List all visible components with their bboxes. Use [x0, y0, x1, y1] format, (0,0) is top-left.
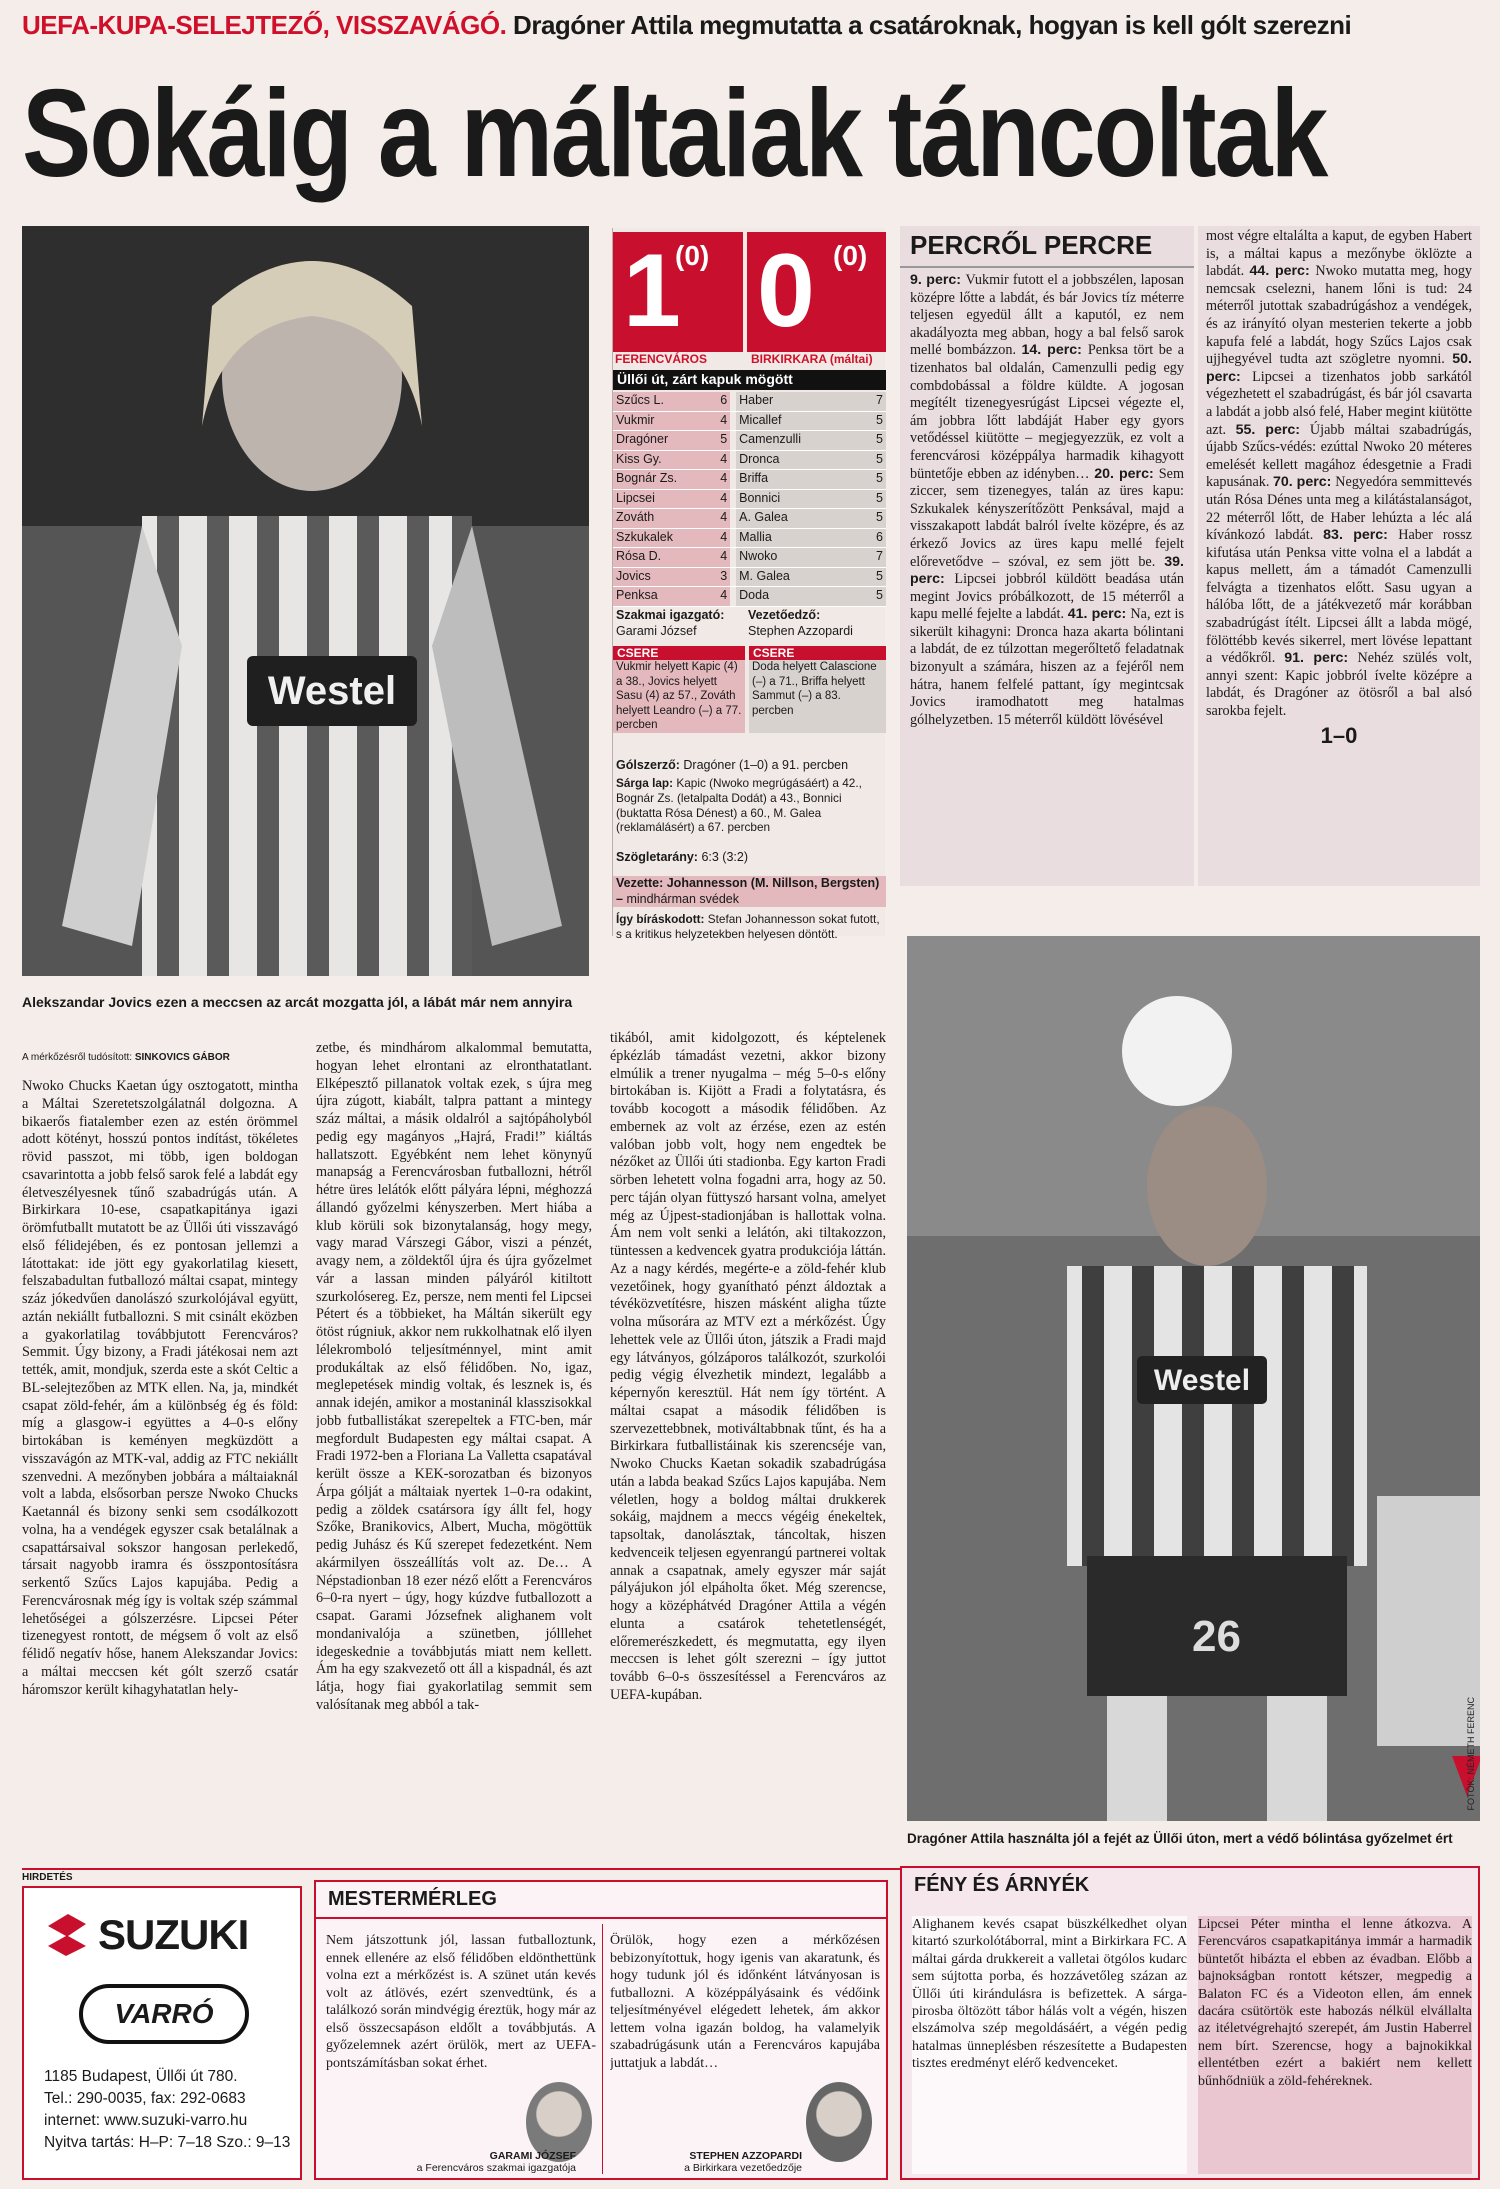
away-player-name: Camenzulli: [736, 431, 855, 450]
away-player-grade: 5: [855, 431, 886, 450]
ad-suzuki-varro[interactable]: [22, 1886, 302, 2180]
byline-name: SINKOVICS GÁBOR: [134, 1052, 230, 1063]
shirt-number: 26: [1192, 1612, 1241, 1661]
home-player-name: Jovics: [613, 568, 704, 587]
away-player-name: Nwoko: [736, 548, 855, 567]
away-subs: Doda helyett Calascione (–) a 71., Briffa helyett Sammut (–) a 83. percben: [752, 661, 877, 717]
home-player-name: Vukmir: [613, 412, 704, 431]
home-score-box: [613, 232, 743, 352]
minute-text: Na, ezt is sikerült kihagyni: Dronca haza akarta bólintani a labdát, de ez túlzottan megerőltető feladatnak bizonyult a számára, hiszen az a fejéről nem hátra, hanem felfelé pattant, így megintcsak Jovics iramodhatott meg hatalmas gólhelyzetben. 15 méterről küldött lövésével: [910, 606, 1184, 728]
away-player-name: Micallef: [736, 412, 855, 431]
azzopardi-quote: Örülök, hogy ezen a mérkőzésen bebizonyítottuk, hogy igenis van akaratunk, és hogy tudunk jól és időnként látványosan is futballozni. A középpályásaink és védőink teljesítményével elégedett lehetek, ám akkor lettem volna igazán boldog, ha valamelyik szabadrúgásunk után a Ferencváros kapujába juttatjuk a labdát…: [610, 1933, 880, 2071]
away-player-name: Bonnici: [736, 490, 855, 509]
lineup-row: [613, 470, 886, 490]
ref-tail: mindhárman svédek: [626, 891, 739, 906]
ref-value: Johannesson (M. Nillson, Bergsten) –: [616, 876, 880, 906]
minute-text: Lipcsei a tizenhatos jobb sarkától végezhetett el szabadrúgást, és bár jól csavarta a labdát a jobb alsó felé, Haber megint kiütötte azt.: [1206, 368, 1472, 438]
minute-text: Penksa tört be a tizenhatos bal oldalán, Camenzulli pedig egy combdobással a földre küldte. A jogosan megítélt tizenegyesrúgást Lipcsei végezte el, ám jobbra lőtt labdáját Haber egy gyors vetődéssel kiütötte – megjegyezzük, ez volt a ferencvárosi középpálya harmadik kihagyott büntetője ebben az idényben…: [910, 342, 1184, 482]
home-player-grade: 4: [704, 509, 730, 528]
minute-label: 39. perc:: [910, 553, 1184, 588]
corners-value: 6:3 (3:2): [701, 850, 749, 864]
corners: [613, 850, 886, 866]
judge-value: Stefan Johannesson sokat futott, s a kritikus helyzetekben helyesen döntött.: [616, 912, 880, 941]
azzopardi-role: a Birkirkara vezetőedzője: [684, 2162, 802, 2174]
photo-caption-dragoner: Dragóner Attila használta jól a fejét az Üllői úton, mert a védő bólintása győzelmet ért: [907, 1831, 1453, 1846]
photo-jovics: [22, 226, 589, 976]
minute-left-entry: [910, 342, 1184, 481]
photo-caption-jovics: Alekszandar Jovics ezen a meccsen az arcát mozgatta jól, a lábát már nem annyira: [22, 994, 573, 1010]
feny-es-arnyek-box: [900, 1866, 1480, 2180]
minute-text: Negyedóra semmittevés után Rósa Dénes unta meg a kilátástalanságot, 22 méterről lőtt, de Haber lehúzta a léc alá kívánkozó labdát.: [1206, 474, 1473, 544]
team-names: [613, 352, 886, 370]
minute-title: PERCRŐL PERCRE: [900, 226, 1194, 268]
home-player-grade: 3: [704, 568, 730, 587]
minute-label: 44. perc:: [1249, 263, 1316, 280]
away-player-name: Dronca: [736, 451, 855, 470]
away-score-box: [747, 232, 886, 352]
yellow-cards: [613, 776, 886, 835]
azzopardi-name: STEPHEN AZZOPARDI: [689, 2150, 802, 2162]
article-column-3: tikából, amit kidolgozott, és képtelenek épkézláb támadást vezetni, akkor bizony elmúlik a trener nyugalma – még 5–0-s előny birtokában is. Kijött a Fradi a folytatásra, és tovább kocogott a második félidőben. Az embernek az volt az érzése, ezen az estén valóban jobb volt, hogy nem engedtek be nézőket az Üllői úti stadionba. Egy karton Fradi sörben lehetett volna fogadni arra, hogy az 50. perc táján olyan füttyszó harsant volna, amelyet még az Újpest-stadionjában is hallottak volna. Ám nem volt senki a lelátón, aki tiltakozzon, tüntessen a kedvencek gyatra produkciója láttán. Az a nagy kérdés, megérte-e a zöld-fehér klub vezetőinek, hogy gyanítható pénzt áldoztak a tévéközvetítésre, hiszen másként aligha tűzte volna műsorára az MTV ezt a mérkőzést. Úgy lehettek vele az Üllői úton, játszik a Fradi majd egy látványos, gólzáporos találkozót, szurkolói pedig végig élvezhetik mindezt, legalább a képernyőn keresztül. Hát nem így történt. A máltai csapat a második félidőben is szervezettebbnek, motiváltabbnak tűnt, és ha a Birkirkara futballistáinak kis szerencséje van, Nwoko Chucks Kaetan sokadik szabadrúgása után a labda beakad Szűcs Lajos kapujába. Nem véletlen, hogy a boldog máltai drukkerek sokáig, majdnem a meccs végéig énekeltek, tapsoltak, danolásztak, táncoltak, hiszen kedvenceik teljesen egyenrangú partnerei voltak annak a csapatnak, amely egyszer már saját pályájukon jól elpáholta őket. Még szerencse, hogy a középhátvéd Dragóner Attila a végén elunta a csatárok tehetetlenségét, előremerészkedett, és megmutatta, egy ilyen meccsen is lehet gólt szerezni – így juttot tovább 6–0-s összesítéssel a Ferencváros az UEFA-kupában.: [610, 1030, 886, 1703]
corners-label: Szögletarány:: [616, 850, 698, 864]
away-coach: Stephen Azzopardi: [748, 623, 853, 638]
minute-text: Sem ziccer, sem tizenegyes, talán az üres kapu: Szkukalek kényszerítőzött Penksával, majd a visszakapott labdát balról ívelte középre, és az érkező Jovics az üres kapu mellé fejelt előrevetődve – szóval, ez sem jött be.: [910, 465, 1184, 570]
minute-by-minute: [900, 226, 1194, 886]
subs-row: [613, 646, 886, 733]
azzopardi-signature: [616, 2150, 802, 2174]
lineup-row: [613, 431, 886, 451]
coaches-row: [613, 608, 886, 639]
goal-scorer: [613, 758, 886, 774]
away-player-grade: 5: [855, 568, 886, 587]
lineup-row: [613, 529, 886, 549]
azzopardi-avatar: [806, 2082, 872, 2162]
player-photo-illustration: [22, 226, 589, 976]
away-player-grade: 5: [855, 412, 886, 431]
suzuki-logo: [44, 1910, 284, 1960]
garami-quote: Nem játszottunk jól, lassan futballoztunk, ennek ellenére az első félidőben eldönthettünk volna ezt a mérkőzést is. A szünet után kevés volt az átlövés, ezért szenvedtünk, és a találkozó során mindvégig éreztük, hogy már az első összecsapáson eldőlt a továbbjutás. A győzelemnek azért örülök, mert az UEFA-pontszámításban sokat érhet.: [326, 1933, 596, 2071]
garami-role: a Ferencváros szakmai igazgatója: [416, 2162, 576, 2174]
away-player-grade: 7: [855, 392, 886, 411]
mestermerleg-box: [314, 1880, 888, 2180]
kicker: [22, 10, 1482, 41]
home-player-name: Zováth: [613, 509, 704, 528]
away-player-name: Briffa: [736, 470, 855, 489]
lineup-row: [613, 392, 886, 412]
yellow-label: Sárga lap:: [616, 776, 674, 790]
headline: Sokáig a máltaiak táncoltak: [22, 64, 1327, 204]
home-player-grade: 4: [704, 412, 730, 431]
varro-logo: VARRÓ: [79, 1984, 249, 2044]
garami-name: GARAMI JÓZSEF: [489, 2150, 576, 2162]
away-halftime: (0): [833, 240, 868, 271]
yellow-value: Kapic (Nwoko megrúgásáért) a 42., Bognár Zs. (letalpalta Dodát) a 43., Bonnici (buktatta Rósa Dénest) a 60., M. Galea (reklamálásért) a 67. percben: [616, 776, 862, 835]
kicker-subtitle: Dragóner Attila megmutatta a csatároknak, hogyan is kell gólt szerezni: [513, 10, 1352, 40]
home-player-name: Lipcsei: [613, 490, 704, 509]
shirt-sponsor-2: Westel: [1153, 1364, 1251, 1397]
venue: Üllői út, zárt kapuk mögött: [613, 370, 886, 390]
away-player-name: Haber: [736, 392, 855, 411]
ad-address: 1185 Budapest, Üllői út 780.: [44, 2068, 238, 2085]
minute-text: Nehéz szülés volt, annyi szent: Kapic jobbról ívelte középre a labdát, és Dragóner az ötösről a bal alsó sarokba fejelt.: [1206, 650, 1472, 720]
goal-value: Dragóner (1–0) a 91. percben: [683, 758, 849, 772]
byline: [22, 1052, 322, 1063]
minute-right-intro: most végre eltalálta a kaput, de egyben Habert is, a máltai kapus a mezőnybe öklözte a labdát.: [1206, 228, 1472, 280]
minute-text: Újabb máltai szabadrúgás, újabb Szűcs-védés: ezúttal Nwoko 20 méteres emelését kellett magához édesgetnie a Fradi kapusának.: [1206, 421, 1472, 491]
lineup-row: [613, 548, 886, 568]
away-player-grade: 5: [855, 470, 886, 489]
home-player-grade: 4: [704, 451, 730, 470]
minute-right-entry: [1206, 263, 1472, 367]
minute-text: Nwoko mutatta meg, hogy nemcsak cselezni, hanem lőni is tud: 24 méterről jutottak szabadrúgáshoz a vendégek, és az irányító olyan mesterien tekerte a jobb kapufa felé a labdát, hogy Szűcs Lajos csak ujjhegyével tudta azt szögletre nyomni.: [1206, 263, 1473, 368]
minute-label: 55. perc:: [1235, 421, 1310, 438]
minute-left-column: [900, 268, 1194, 858]
minute-label: 50. perc:: [1206, 351, 1472, 385]
byline-label: A mérkőzésről tudósított:: [22, 1052, 133, 1063]
photo-credit: FOTÓK: NÉMETH FERENC: [1466, 1697, 1476, 1811]
minute-left-entry: [910, 606, 1184, 728]
home-player-grade: 5: [704, 431, 730, 450]
away-player-grade: 6: [855, 529, 886, 548]
light-text: Alighanem kevés csapat büszkélkedhet olyan kitartó szurkolótáborral, mint a Birkirkara FC. A máltai gárda drukkereit a valletai ötgólos kudarc sem sújtotta porba, és hozzávetőleg százan az Üllői úti kirándulásra is befizettek. A sárga-pirosba öltözött tábor hálás volt a végén, hiszen elszámolva szép megoldásáért, a végén pedig hatalmas ünneplésben részesítette a Budapesten tisztes eredményt elérő kedvenceket.: [912, 1916, 1187, 2174]
home-player-name: Kiss Gy.: [613, 451, 704, 470]
lineup-row: [613, 568, 886, 588]
lineup-row: [613, 451, 886, 471]
ad-contact: [44, 2066, 294, 2154]
away-player-name: M. Galea: [736, 568, 855, 587]
away-player-name: Mallia: [736, 529, 855, 548]
home-halftime: (0): [675, 240, 710, 271]
away-player-grade: 5: [855, 490, 886, 509]
home-subs: Vukmir helyett Kapic (4) a 38., Jovics helyett Sasu (4) az 57., Zováth helyett Leandro (–) a 77. percben: [616, 661, 742, 732]
home-player-grade: 4: [704, 587, 730, 606]
away-player-name: A. Galea: [736, 509, 855, 528]
home-player-name: Penksa: [613, 587, 704, 606]
shadow-text: Lipcsei Péter mintha el lenne átkozva. A Ferencváros csapatkapitánya immár a harmadik büntetőt hibázta el ebben az évadban. Előbb a bajnokságban rontott kétszer, megpedig a Balaton FC és a Videoton ellen, ám ennek dacára csütörtök este habozás nélkül elvállalta az itéletvégrehajtó szerepét, ám Justin Haberrel nem bírt. Szerencse, hogy a bajnokikkal ellentétben ezért a bakiért nem kellett bűnhődniük a zöld-fehéreknek.: [1198, 1916, 1472, 2174]
suzuki-brand: SUZUKI: [98, 1911, 249, 1958]
minute-right-entry: [1206, 527, 1472, 666]
home-player-grade: 6: [704, 392, 730, 411]
lineup-table: [613, 392, 886, 607]
article-column-1: Nwoko Chucks Kaetan úgy osztogatott, mintha a Máltai Szeretetszolgálatnál dolgozna. A bikaerős fiatalember ezen az estén örömmel adott kötényt, hosszú pontos indítást, tökéletes rövid passzot, mi több, igen boldogan csavarintotta a jobb felső sarok felé a labdát egy életveszélyesnek tűnő szabadrúgás után. A Birkirkara 10-ese, csapatkapitánya igazi örömfutballt mutatott be az Üllői úti visszavágó első félidejében, és ez pontosan jellemzi a látottakat: ide jött egy gyakorlatilag kiesett, felszabadultan futballozó máltai csapat, mintegy száz jókedvűen danolászó szurkolójával együtt, aztán nekiállt futballozni. S mit csinált eközben a gyakorlatilag továbbjutott Ferencváros? Semmit. Úgy bizony, a Fradi játékosai nem azt tették, amit, mondjuk, szerda este a skót Celtic a BL-selejtezőben az MTK ellen. Na, ja, mindkét csapat zöld-fehér, ám a különbség ég és föld: míg a glasgow-i együttes a 4–0-s előny birtokában is keményen megküzdött a visszavágón az MTK-val, addig az FTC nekiállt szenvedni. A mezőnyben jobbára a máltaiaknál volt a labda, elsősorban persze Nwoko Chucks Kaetannál és bizony senki sem csodálkozott volna, ha a vendégek egyszer csak betalálnak a csapattársaival sokszor hangosan perlekedő, társait nagyobb iramra és összpontosításra serkentő Szűcs Lajos kapujába. Pedig a Ferencvárosnak még így is voltak szép számmal lehetőségei a gólszerzésre. Lipcsei Péter tizenegyest rontott, de mégsem ő volt az első félidő negatív hőse, hanem Alekszandar Jovics: a máltai meccsen két gólt szerző csatár háromszor került kihagyhatatlan hely-: [22, 1078, 298, 1698]
judge-label: Így bíráskodott:: [616, 912, 705, 926]
minute-label: 83. perc:: [1323, 527, 1399, 544]
minute-label: 20. perc:: [1094, 465, 1159, 482]
away-coach-label: Vezetőedző:: [748, 608, 821, 622]
away-player-grade: 7: [855, 548, 886, 567]
ad-phone: Tel.: 290-0035, fax: 292-0683: [44, 2090, 246, 2107]
away-score: 0: [757, 233, 815, 349]
home-subs-label: CSERE: [613, 646, 745, 660]
away-player-grade: 5: [855, 451, 886, 470]
lineup-row: [613, 490, 886, 510]
home-player-name: Dragóner: [613, 431, 704, 450]
home-player-name: Szkukalek: [613, 529, 704, 548]
ad-label: HIRDETÉS: [22, 1872, 73, 1883]
away-player-grade: 5: [855, 509, 886, 528]
referee: [613, 876, 886, 907]
away-player-name: Doda: [736, 587, 855, 606]
shirt-sponsor: Westel: [267, 669, 397, 713]
goal-label: Gólszerző:: [616, 758, 680, 772]
final-score: 1–0: [1320, 722, 1358, 748]
mm-divider: [602, 1924, 603, 2174]
minute-text: Lipcsei jobbról küldött beadása után megint Jovics próbálkozott, de 15 méterről a kapu mellé fejelte a labdát.: [910, 571, 1184, 623]
lineup-row: [613, 587, 886, 607]
suzuki-s-icon: [44, 1912, 90, 1958]
home-team-name: FERENCVÁROS: [615, 352, 708, 366]
home-player-grade: 4: [704, 490, 730, 509]
home-director: Garami József: [616, 623, 697, 638]
minute-label: 91. perc:: [1284, 650, 1358, 667]
ad-hours: Nyitva tartás: H–P: 7–18 Szo.: 9–13: [44, 2134, 291, 2151]
away-player-grade: 5: [855, 587, 886, 606]
minute-label: 70. perc:: [1272, 474, 1336, 491]
feny-title: FÉNY ÉS ÁRNYÉK: [914, 1874, 1090, 1896]
home-player-grade: 4: [704, 529, 730, 548]
home-player-grade: 4: [704, 548, 730, 567]
minute-label: 9. perc:: [910, 272, 966, 288]
home-player-name: Szűcs L.: [613, 392, 704, 411]
minute-label: 41. perc:: [1067, 606, 1131, 623]
ad-website[interactable]: internet: www.suzuki-varro.hu: [44, 2112, 248, 2129]
home-player-name: Bognár Zs.: [613, 470, 704, 489]
lineup-row: [613, 509, 886, 529]
lineup-row: [613, 412, 886, 432]
minute-right-column: [1198, 226, 1480, 886]
header-photo-illustration: [907, 936, 1480, 1821]
home-director-label: Szakmai igazgató:: [616, 608, 725, 622]
garami-signature: [376, 2150, 576, 2174]
minute-text: Haber rossz kifutása után Penksa vitte volna el a labdát a kapus mellett, ám a támadót Camenzulli felvágta a tizenhatos előtt. Sasu ugyan a hálóba lőtt, de a játékvezető már korábban szabadrúgást ítélt. Lipcsei állt a labda mögé, fölöttébb kevés sikerrel, mert lövése lepattant a védőkről.: [1206, 527, 1472, 667]
ref-verdict: [613, 912, 886, 941]
mestermerleg-title: MESTERMÉRLEG: [316, 1882, 886, 1919]
kicker-red: UEFA-KUPA-SELEJTEZŐ, VISSZAVÁGÓ.: [22, 10, 507, 40]
home-score: 1: [623, 233, 681, 349]
minute-text: Vukmir futott el a jobbszélen, laposan középre lőtte a labdát, és bár Jovics tíz méterre teljesen egyedül állt a kaputól, ez nem akadályozta meg abban, hogy a bal felső sarok mellé bombázzon.: [910, 272, 1184, 359]
photo-dragoner: [907, 936, 1480, 1821]
article-column-2: zetbe, és mindhárom alkalommal bemutatta, hogyan lehet elrontani az elronthatatlant. Elképesztő pillanatok voltak ezek, s újra meg újra zúgott, kiabált, talpra pattant a mintegy száz máltai, a másik oldalról a sajtópáholyból pedig egy magányos „Hajrá, Fradi!” kiáltás hallatszott. Egyébként nem lehet könynyű manapság a Ferencvárosban futballozni, hétről hétre üres lelátók előtt pályára lépni, méghozzá állandó győzelmi kényszerben. Mert hiába a klub körüli sok bizonytalanság, hogy megy, vagy marad Várszegi Gábor, viszi a pénzét, avagy nem, a zöldektől újra és újra győzelmet vár a lassan minden pályáról kitiltott szurkolósereg. Ez, persze, nem menti fel Lipcsei Pétert és a többieket, ha Máltán sikerült egy ötöst rúgniuk, akkor nem rukkolhatnak elő ilyen lélekromboló teljesítménnyel, mint amit produkáltak az első félidőben. No, igaz, meglepetések mindig voltak, és lesznek is, és annak idején, amikor a mostaninál klasszisokkal jobb futballistákat szerepeltek a FTC-ben, már megfordult Budapesten egy máltai csapat. A Fradi 1972-ben a Floriana La Valletta csapatával került össze a KEK-sorozatban és bizonyos Árpa gólját a máltaiak nyertek 1–0-ra odakint, pedig a zöldek csatársora így állt fel, hogy Szőke, Branikovics, Albert, Mucha, mögöttük pedig Juhász és Kű szerepet fedezetként. Nem akármilyen összeállítás volt az. De… A Népstadionban 18 ezer néző előtt a Ferencváros 6–0-ra nyert – úgy, hogy kúzdve futballozott a csapat. Garami Józsefnek alighanem volt mondanivalója a szünetben, jólllehet idegeskednie a továbbjutás miatt nem kellett. Ám ha egy szakvezető ott áll a kispadnál, és azt látja, hogy fiai gyakorlatilag semmit sem valósítanak meg abból a tak-: [316, 1040, 592, 1713]
away-team-name: BIRKIRKARA (máltai): [751, 352, 873, 366]
home-player-grade: 4: [704, 470, 730, 489]
minute-label: 14. perc:: [1021, 342, 1088, 359]
away-subs-label: CSERE: [749, 646, 886, 660]
home-player-name: Rósa D.: [613, 548, 704, 567]
ref-label: Vezette:: [616, 876, 664, 890]
scoreboard: [612, 228, 885, 941]
